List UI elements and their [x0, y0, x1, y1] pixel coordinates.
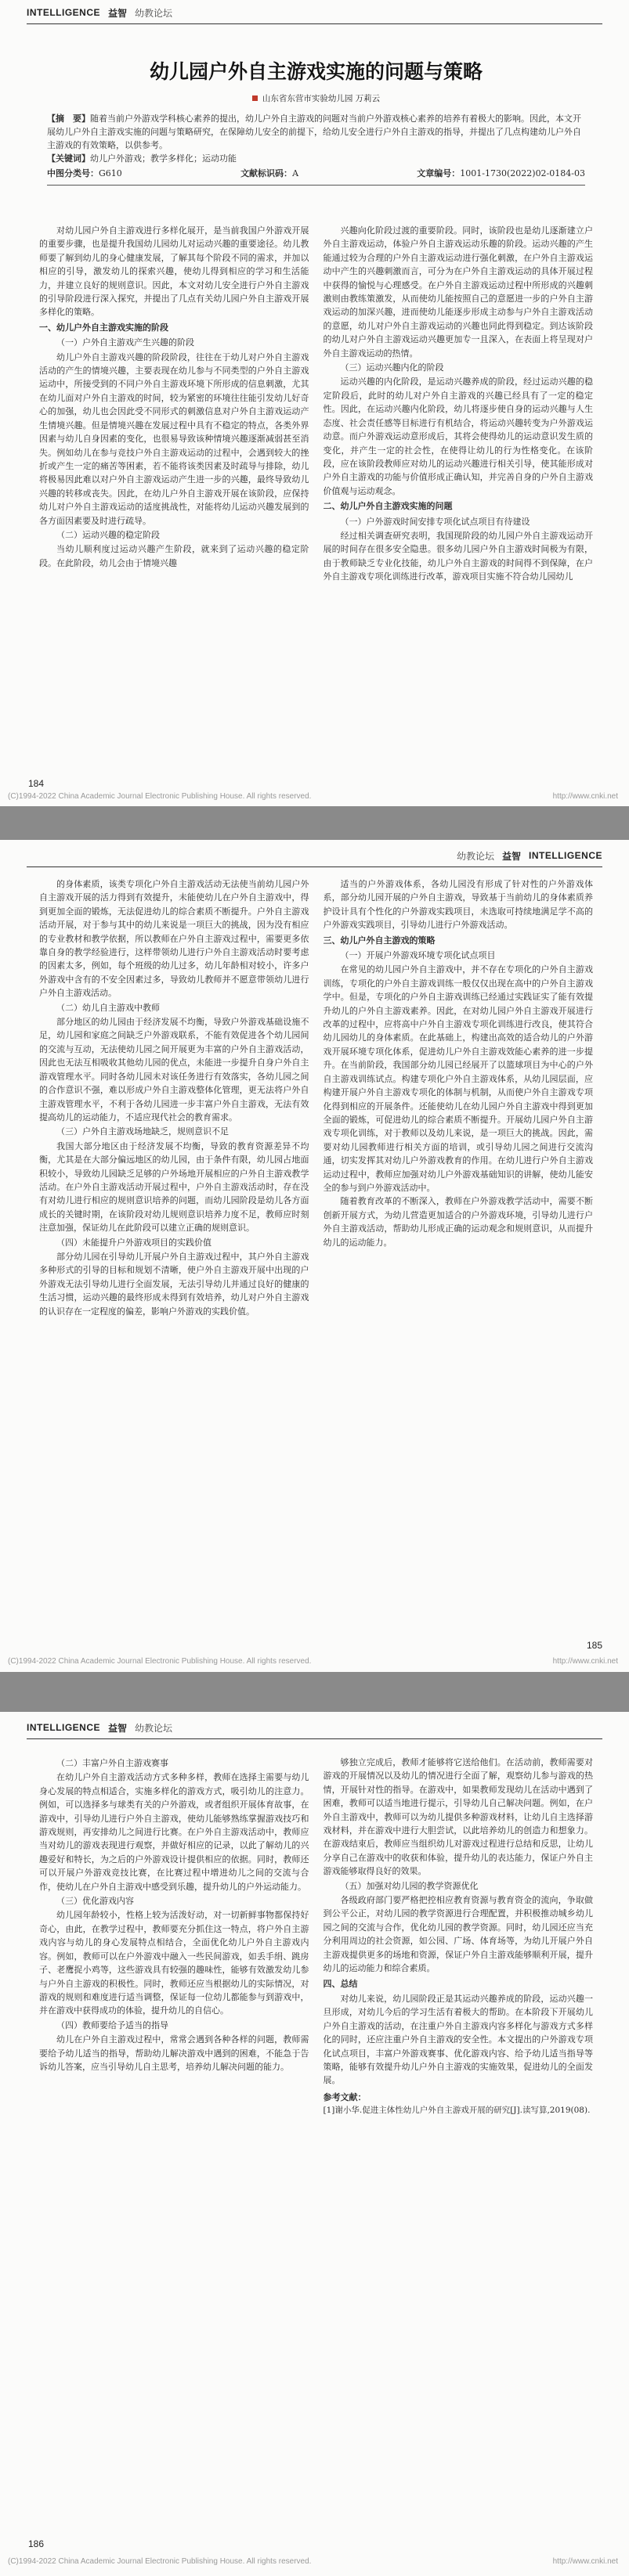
subsection-heading: （一）开展户外游戏环境专项化试点项目 — [340, 950, 496, 961]
header-rule — [27, 23, 602, 24]
author-bullet-icon — [252, 95, 258, 101]
paragraph: 幼儿在户外自主游戏过程中，常常会遇到各种各样的问题，教师需要给予幼儿适当的指导，帮助幼儿解决游戏中遇到的困难，不能急于告诉幼儿答案，应当引导幼儿自主思考，培养幼儿解决问题的能力。 — [39, 2034, 309, 2072]
section-heading: 三、幼儿户外自主游戏的策略 — [323, 935, 436, 946]
author-line — [39, 92, 593, 104]
subsection-heading: （四）教师要给予适当的指导 — [56, 2019, 168, 2030]
subsection-heading: （三）户外自主游戏场地缺乏，规则意识不足 — [56, 1126, 229, 1137]
body-columns — [39, 1756, 593, 2531]
subsection-heading: （一）户外游戏时间安排专项化试点项目有待建设 — [340, 516, 530, 527]
article-no-value: 1001-1730(2022)02-0184-03 — [460, 168, 585, 178]
header-journal-zh: 益智 — [501, 850, 521, 862]
footer-url: http://www.cnki.net — [552, 1657, 618, 1666]
header-section: 幼教论坛 — [135, 7, 173, 19]
article-head — [39, 55, 593, 186]
paragraph: 幼儿户外自主游戏兴趣的阶段阶段，往往在于幼儿对户外自主游戏活动的产生的情境兴趣，主要表现在幼儿参与不同类型的户外自主游戏运动中，所接受到的不同户外自主游戏环境下所形成的信息刺激，尤其在幼儿面对户外自主游戏的时间，较为紧密的环境往往能引发幼儿好奇心的加强，幼儿也会因此受不同形式的刺激信息对户外自主游戏运动产生情境兴趣。但是情境兴趣在发展过程中具有不稳定的特点，各类外界因素与幼儿自身因素的变化，也很易导致该种情境兴趣逐渐减弱甚至消失。例如幼儿在参与竞技户外自主游戏运动的过程中，会遇到较大的挫折或产生一定的痛苦等困素，若不能将该类因素及时疏导与排除，幼儿将极易因此难以对户外自主游戏运动产生进一步的兴趣，最终导致幼儿兴趣的转移或丧失。因此，在幼儿户外自主游戏开展在该阶段，应保持幼儿对户外自主游戏运动的适度挑战性，对能将幼儿运动兴趣发展到的各方面因素要及时进行疏导。 — [39, 351, 309, 526]
abstract-block — [47, 112, 585, 186]
page-186 — [0, 1712, 629, 2576]
header-journal-en: INTELLIGENCE — [27, 7, 101, 18]
keywords-label: 【关键词】 — [47, 153, 90, 164]
doc-code — [240, 167, 298, 180]
running-header — [27, 2, 602, 23]
paragraph: 当幼儿顺利度过运动兴趣产生阶段，就来到了运动兴趣的稳定阶段。在此阶段，幼儿会由于情境兴趣 — [39, 544, 309, 568]
paragraph: 部分地区的幼儿园由于经济发展不均衡，导致户外游戏基础设施不足，幼儿园和家庭之间缺乏户外游戏联系，不能有效促进各个幼儿园间的交流与互动，无法使幼儿园之间开展更为丰富的户外自主游戏活动，因此也无法互相吸收其他幼儿园的优点，未能进一步提升自身户外自主游戏管理水平。同时各幼儿园未对该任务进行有效落实，各幼儿园之间的合作意识不强，难以形成户外自主游戏整体化管理，更无法将户外自主游戏管理水平，不利于各幼儿园进一步丰富户外自主游戏，无法有效提高幼儿的运动能力，不适应现代社会的教育需求。 — [39, 1017, 309, 1122]
column-left — [39, 224, 309, 775]
clc-number — [47, 167, 122, 180]
page-footer — [8, 792, 618, 801]
column-right — [324, 224, 594, 775]
page-number: 184 — [28, 778, 45, 789]
subsection-heading: （五）加强对幼儿园的教学资源优化 — [340, 1880, 479, 1891]
paragraph: 适当的户外游戏体系，各幼儿园没有形成了针对性的户外游戏体系，部分幼儿园开展的户外自主游戏，导致基于当前幼儿的身体素质养护设计具有个性化的户外游戏实践项目，未选取可持续地满足学不高的户外游戏实践项目，引导幼儿进行户外游戏活动。 — [323, 879, 593, 931]
header-journal-en: INTELLIGENCE — [528, 850, 602, 861]
paragraph: 经过相关调查研究表明，我国现阶段的幼儿园户外自主游戏运动开展的时间存在很多安全隐患。很多幼儿园户外自主游戏时间极为有限，由于教师缺乏专业化技能，幼儿户外自主游戏的时间得不到保障，在户外自主游戏专项化训练进行改革，游戏项目实施不符合幼儿园幼儿 — [323, 530, 593, 582]
body-columns — [39, 877, 593, 1627]
section-heading: 四、总结 — [323, 1978, 358, 1989]
page-185 — [0, 840, 629, 1672]
subsection-heading: （二）幼儿自主游戏中教师 — [56, 1002, 160, 1013]
doc-value: A — [292, 168, 299, 178]
paragraph: 运动兴趣的内化阶段，是运动兴趣养成的阶段，经过运动兴趣的稳定阶段后，此时的幼儿对户外自主游戏的兴趣已经具有了一定的稳定性。因此，在运动兴趣内化阶段，幼儿将逐步使自身的运动兴趣与人生态度、社会责任感等目标进行有机结合，将运动兴趣转变为户外游戏运动意。而户外游戏运动意形成后，其将会使得幼儿的运动意识发生质的变化，并产生一定的社会性，在使得让幼儿的行为性格变化。在该阶段，应在该阶段教师应对幼儿的运动兴趣进行相关引导，使其能形成对户外自主游戏的功能与价值形成正确认知，并完善自身的户外自主游戏价值观与运动观念。 — [323, 376, 593, 496]
abstract-label: 【摘 要】 — [47, 113, 90, 124]
header-rule — [27, 866, 602, 867]
clc-value: G610 — [99, 168, 122, 178]
author-name: 山东省东营市实验幼儿园 万莉云 — [262, 94, 381, 103]
article-title: 幼儿园户外自主游戏实施的问题与策略 — [149, 60, 483, 83]
clc-label: 中图分类号： — [47, 168, 99, 178]
abstract — [47, 112, 585, 152]
body-columns — [39, 224, 593, 775]
subsection-heading: （四）未能提升户外游戏项目的实践价值 — [56, 1237, 211, 1248]
header-journal-zh: 益智 — [108, 1722, 128, 1734]
subsection-heading: （一）户外自主游戏产生兴趣的阶段 — [56, 337, 194, 348]
paragraph: 够独立完成后，教师才能够将它送给他们。在活动前，教师需要对游戏的开展情况以及幼儿的情况进行全面了解，观察幼儿参与游戏的热情，开展针对性的指导。在游戏中，如果教师发现幼儿在活动中遇到了困难，教师可以适当地进行提示，引导幼儿自己解决问题。例如，在户外自主游戏中，教师可以为幼儿提供多种游戏材料，让幼儿自主选择游戏材料，并在游戏中进行大胆尝试，以此培养幼儿的创造力和想象力。在游戏结束后，教师应当组织幼儿对游戏过程进行总结和反思，让幼儿分享自己在游戏中的收获和体验，提升幼儿的表达能力，保证户外自主游戏能够取得良好的效果。 — [323, 1757, 593, 1877]
footer-copyright: (C)1994-2022 China Academic Journal Electronic Publishing House. All rights reserved. — [8, 792, 312, 801]
footer-url: http://www.cnki.net — [552, 2557, 618, 2566]
keywords — [47, 152, 585, 165]
header-journal-zh: 益智 — [108, 7, 128, 19]
footer-url: http://www.cnki.net — [552, 792, 618, 801]
subsection-heading: （二）丰富户外自主游戏赛事 — [56, 1758, 168, 1768]
column-right — [324, 1756, 594, 2531]
section-heading: 二、幼儿户外自主游戏实施的问题 — [323, 501, 453, 512]
article-number — [417, 167, 585, 180]
article-no-label: 文章编号： — [417, 168, 461, 178]
footer-copyright: (C)1994-2022 China Academic Journal Electronic Publishing House. All rights reserved. — [8, 2557, 312, 2566]
abstract-text: 随着当前户外游戏学科核心素养的提出，幼儿户外自主游戏的问题对当前户外游戏核心素养的培养有着极大的影响。因此，本文开展幼儿户外自主游戏实施的问题与策略研究，在保障幼儿安全的前提下，给幼儿安全进行户外自主游戏的指导，并提出了几点构建幼儿户外自主游戏的有效策略，以供参考。 — [47, 113, 581, 150]
paragraph: 在常见的幼儿园户外自主游戏中，并不存在专项化的户外自主游戏训练，专项化的户外自主游戏训练一般仅仅出现在高中的户外自主游戏学中。但是，专项化的户外自主游戏训练已经通过实践证实了能有效提升幼儿的户外自主游戏素养。因此，在对幼儿园户外自主游戏开展进行改革的过程中，应将高中户外自主游戏专项化训练进行改良，使其符合幼儿园幼儿的身体素质。在此基础上，构建出高效的适合幼儿的户外游戏开展环境专项化体系，促进幼儿户外自主游戏效能心素养的进一步提升。在当前阶段，我国部分幼儿园已经展开了以篮球项目为中心的户外自主游戏训练试点。构建专项化户外自主游戏体系，从幼儿园层面，应构建开展户外自主游戏专项化的体制与机制，从而使户外自主游戏专项化得到相应的开展条件。还能使幼儿在幼儿园户外自主游戏中得到更加全面的锻炼，可促进幼儿的综合素质不断提升。开展幼儿园户外自主游戏专项化训练，对于教师以及幼儿来说，是一项巨大的挑战。因此，需要对幼儿园教师进行相关方面的培训，或引导幼儿园之间进行交流沟通，切实发挥其对幼儿户外游戏教育的作用。在幼儿进行户外自主游戏运动过程中，教师应加强对幼儿户外游戏基础知识的讲解，使幼儿能安全的参与到户外游戏活动中。 — [323, 964, 593, 1193]
page-number: 186 — [28, 2538, 45, 2549]
paragraph: 的身体素质，该类专项化户外自主游戏活动无法使当前幼儿园户外自主游戏开展的活力得到有效提升，未能使幼儿在户外自主游戏中，得到更加全面的锻炼，无法促进幼儿的综合素质不断提升。户外自主游戏活动开展，对于参与其中的幼儿来说是一项巨大的挑战，因为没有相应的专业教材和教学依据，所以教师在户外自主游戏过程中，需要更多依靠自身的教学经验进行，这样带领幼儿进行户外自主游戏活动时要考虑的因素太多，例如，每个班级的幼儿过多，幼儿年龄相对较小，许多户外游戏中含有的不安全因素过多，导致幼儿教师并不愿意带领幼儿进行户外自主游戏活动。 — [39, 879, 309, 999]
paragraph: 兴趣向化阶段过渡的重要阶段。同时，该阶段也是幼儿逐渐建立户外自主游戏运动，体验户外自主游戏运动乐趣的阶段。运动兴趣的产生能通过较为合理的户外自主游戏运动进行强化刺激，在户外自主游戏运动中产生的兴趣刺激而言，可分为在户外自主游戏运动的具体开展过程中获得的愉悦与心理感受。在户外自主游戏运动过程中所形成的兴趣刺激则由教练策激发，从而使幼儿能按照自己的意愿进一步的户外自主游戏运动的加深兴趣，进而使幼儿能逐步形成主动参与户外自主游戏活动的意愿，幼儿对户外自主游戏运动的兴趣也同此得到稳定。到达该阶段的幼儿对户外自主游戏运动兴趣更加专一且深入，在表面上将呈现对户外自主游戏运动的热情。 — [323, 225, 593, 358]
paragraph: 在幼儿户外自主游戏活动方式多种多样，教师在选择主需要与幼儿身心发展的特点相适合，实施多样化的游戏方式，吸引幼儿的注意力。例如，可以选择多与球类有关的户外游戏，或者组织开展体育故事，在游戏中，引导幼儿进行户外自主游戏，使幼儿能够熟练掌握游戏技巧和游戏规则，再安排幼儿之间进行比赛。在户外自主游戏活动中，教师应当对幼儿的游戏表现进行观察，并做好相应的记录，以此了解幼儿的兴趣爱好和特长，为之后的户外游戏设计提供相应的依据。同时，教师还可以开展户外游戏竞技比赛，在比赛过程中增进幼儿之间的交流与合作，使幼儿在户外自主游戏中感受到乐趣，提升幼儿的户外运动能力。 — [39, 1772, 309, 1892]
column-left — [39, 877, 309, 1627]
running-header — [27, 1717, 602, 1738]
paragraph: 对幼儿园户外自主游戏进行多样化展开，是当前我国户外游戏开展的重要步骤，也是提升我国幼儿园幼儿对运动兴趣的重要途径。幼儿教师要了解到幼儿的身心健康发展，了解其每个阶段不同的需求，并加以相应的引导，激发幼儿的探索兴趣，使幼儿得到相应的学习和生活能力，并建立良好的规则意识。因此，本文对幼儿安全进行户外自主游戏的引导阶段进行深入探究，并提出了几点有关幼儿园户外自主游戏开展多样化的策略。 — [39, 225, 309, 318]
page-footer — [8, 1657, 618, 1666]
subsection-heading: （三）优化游戏内容 — [56, 1896, 134, 1907]
header-rule — [27, 1738, 602, 1739]
reference-item: [1]谢小华.促进主体性幼儿户外自主游戏开展的研究[J].读写算,2019(08). — [323, 2106, 591, 2116]
doc-label: 文献标识码： — [240, 168, 293, 178]
header-section: 幼教论坛 — [135, 1722, 173, 1734]
subsection-heading: （三）运动兴趣内化的阶段 — [340, 362, 444, 373]
page-footer — [8, 2557, 618, 2566]
paragraph: 部分幼儿园在引导幼儿开展户外自主游戏过程中，其户外自主游戏多种形式的引导的目标和规划不清晰，使户外自主游戏开展中出现的户外游戏无法引导幼儿进行全面发展，无法引导幼儿并通过良好的健康的生活习惯，运动兴趣的最终形成未得到有效培养，幼儿对户外自主游戏的认识存在一定程度的偏差，影响户外游戏的实践价值。 — [39, 1251, 309, 1317]
page-number: 185 — [586, 1640, 602, 1651]
paragraph: 幼儿园年龄较小，性格上较为活泼好动，对一切新鲜事物都保持好奇心，由此，在教学过程中，教师要充分抓住这一特点，将户外自主游戏内容与幼儿的身心发展特点相结合，全面优化幼儿户外自主游戏内容。例如，教师可以在户外游戏中融入一些民间游戏，如丢手绢、跳房子、老鹰捉小鸡等，这些游戏具有较强的趣味性，能够有效激发幼儿参与户外自主游戏的积极性。同时，教师还应当根据幼儿的实际情况，对游戏的规则和难度进行适当调整，保证每一位幼儿都能参与到游戏中，并在游戏中获得成功的体验，提升幼儿的自信心。 — [39, 1910, 309, 2016]
section-heading: 一、幼儿户外自主游戏实施的阶段 — [39, 322, 168, 333]
header-journal-en: INTELLIGENCE — [27, 1722, 101, 1733]
paragraph: 我国大部分地区由于经济发展不均衡，导致的教育资源差异不均衡，尤其是在大部分偏远地区的幼儿园，由于条件有限，幼儿园占地面积较小，导致幼儿园缺乏足够的户外场地开展相应的户外自主游戏教学活动。在户外自主游戏活动开展过程中，户外自主游戏活动时，存在没有对幼儿进行相应的规则意识培养的问题，而幼儿园阶段是幼儿各方面成长的关键时期，在该阶段对幼儿规则意识培养力度不足，教师应时刻注意加强，保证幼儿在此阶段可以建立正确的规则意识。 — [39, 1140, 309, 1234]
paragraph: 各级政府部门要严格把控相应教育资源与教育资金的流向，争取做到公平公正，对幼儿园的教学资源进行合理配置，并积极推动城乡幼儿园之间的交流与合作，优化幼儿园的教学资源。同时，幼儿园还应当充分利用周边的社会资源，如公园、广场、体育场等，为幼儿开展户外自主游戏提供更多的场地和资源，保证户外自主游戏能够顺利开展，提升幼儿的运动能力和综合素质。 — [323, 1895, 593, 1974]
subsection-heading: （二）运动兴趣的稳定阶段 — [56, 529, 160, 540]
keywords-text: 幼儿户外游戏；教学多样化；运动功能 — [90, 153, 237, 164]
running-header — [27, 845, 602, 866]
paragraph: 随着教育改革的不断深入，教师在户外游戏教学活动中，需要不断创新开展方式，为幼儿营造更加适合的户外游戏环境，引导幼儿进行户外自主游戏活动，帮助幼儿形成正确的运动观念和规则意识，从而提升幼儿的运动能力。 — [323, 1196, 593, 1248]
classification-line — [47, 167, 585, 180]
footer-copyright: (C)1994-2022 China Academic Journal Electronic Publishing House. All rights reserved. — [8, 1657, 312, 1666]
page-184 — [0, 0, 629, 806]
column-left — [39, 1756, 309, 2531]
column-right — [324, 877, 594, 1627]
references-heading: 参考文献： — [323, 2091, 367, 2102]
header-section: 幼教论坛 — [456, 850, 494, 862]
paragraph: 对幼儿来说，幼儿园阶段正是其运动兴趣养成的阶段，运动兴趣一旦形成，对幼儿今后的学习生活有着极大的帮助。在本阶段下开展幼儿户外自主游戏的活动，在注重户外自主游戏内容多样化与游戏方式多样化的同时，还应注重户外自主游戏的安全性。本文提出的户外游戏专项化试点项目，丰富户外游戏赛事、优化游戏内容、给予幼儿适当指导等策略，能够有效提升幼儿户外自主游戏的实施效果，促进幼儿的全面发展。 — [323, 1993, 593, 2086]
